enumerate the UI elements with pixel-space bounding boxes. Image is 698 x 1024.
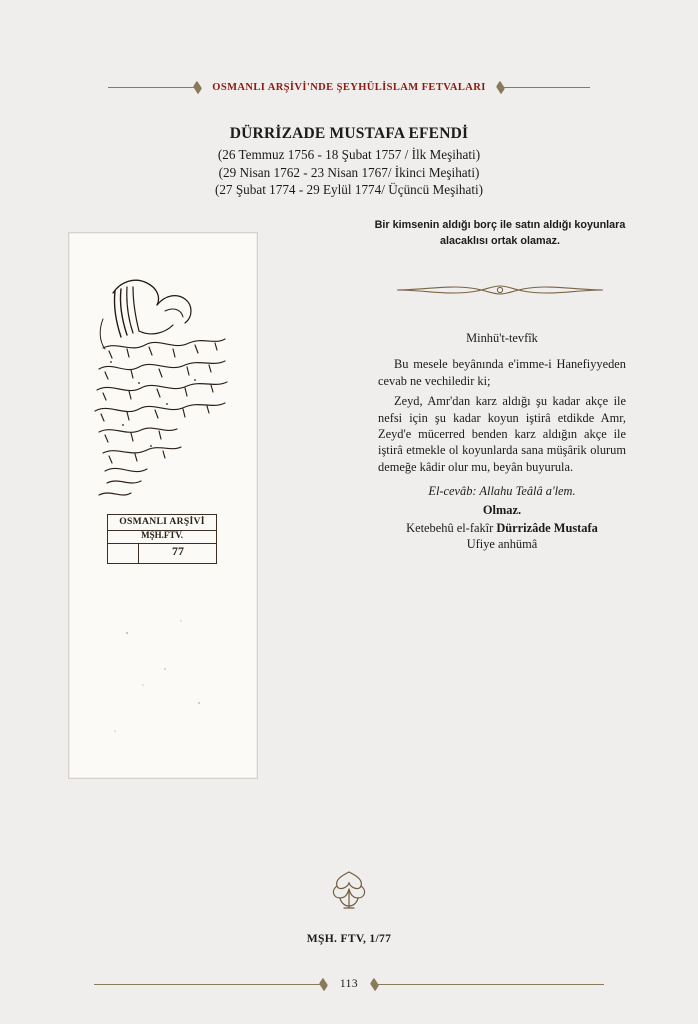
arabic-script-illustration <box>69 233 257 778</box>
footer-rule-right <box>372 984 604 985</box>
archive-stamp-divider <box>138 543 139 563</box>
facsimile-inner <box>69 233 257 778</box>
term-line-2: (29 Nisan 1762 - 23 Nisan 1767/ İkinci Meşihati) <box>218 164 480 180</box>
minhut-line: Minhü't-tevfîk <box>466 331 538 345</box>
running-head-title: OSMANLI ARŞİVİ'NDE ŞEYHÜLİSLAM FETVALARI <box>212 82 486 93</box>
page-footer <box>0 978 698 990</box>
page-title: DÜRRİZADE MUSTAFA EFENDİ <box>229 125 469 142</box>
archive-stamp-number: 77 <box>172 544 184 558</box>
signature-suffix: Ufiye anhümâ <box>466 537 538 552</box>
ornament-divider-icon <box>395 282 605 298</box>
ornament-divider <box>395 282 605 298</box>
running-head-rule-right <box>498 87 590 88</box>
bottom-ornament <box>0 868 698 917</box>
figure-caption: MŞH. FTV, 1/77 <box>306 932 392 945</box>
term-line-1: (26 Temmuz 1756 - 18 Şubat 1757 / İlk Meşihati) <box>217 147 481 162</box>
fetva-question-paragraph: Bu mesele beyânında e'imme-i Hanefiyyeden cevab ne vechiledir ki; <box>378 357 626 388</box>
fetva-elcevab: El-cevâb: Allahu Teâlâ a'lem. <box>428 484 576 499</box>
page-title-block <box>0 125 698 199</box>
signature-prefix: Ketebehû el-fakîr <box>406 521 497 536</box>
signature-name: Dürrizâde Mustafa <box>496 521 598 536</box>
running-head <box>0 82 698 93</box>
archive-stamp-line-2: MŞH.FTV. <box>141 530 183 540</box>
footer-rule-left <box>94 984 326 985</box>
fetva-text-column <box>378 330 626 557</box>
archive-stamp-line-1: OSMANLI ARŞİVİ <box>119 516 205 527</box>
fetva-summary: Bir kimsenin aldığı borç ile satın aldığı koyunlara alacaklısı ortak olamaz. <box>374 219 626 247</box>
fetva-answer: Olmaz. <box>482 502 522 517</box>
fetva-signature <box>378 520 626 536</box>
document-facsimile <box>68 232 258 779</box>
term-line-3: (27 Şubat 1774 - 29 Eylül 1774/ Üçüncü Meşihati) <box>214 182 484 197</box>
knot-ornament-icon <box>327 868 371 912</box>
fetva-body-paragraph: Zeyd, Amr'dan karz aldığı şu kadar akçe ile nefsi için şu kadar koyun iştirâ etdikde Amr, Zeyd'e mücerred benden karz aldığın akçe ile iştirâ etmekle ol koyunlarda sana müşârik olurum demeğe kâdir olur mu, beyân buyurula. <box>378 394 626 474</box>
archive-stamp <box>107 514 217 564</box>
page-number: 113 <box>339 978 359 990</box>
running-head-rule-left <box>108 87 200 88</box>
